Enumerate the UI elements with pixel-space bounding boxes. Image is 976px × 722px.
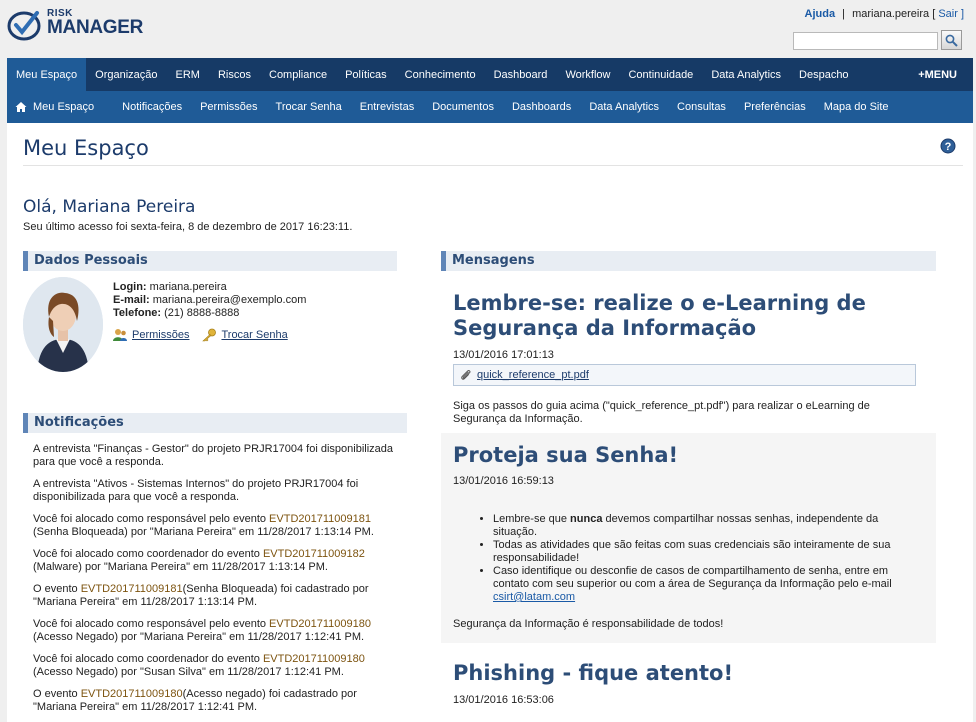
event-link[interactable]: EVTD201711009180 (262, 653, 365, 665)
event-link[interactable]: EVTD201711009181 (269, 513, 371, 525)
username: mariana.pereira (852, 8, 930, 20)
main-content (7, 123, 973, 722)
attachment-link[interactable] (453, 364, 916, 386)
bullet-text: Lembre-se que (493, 513, 571, 525)
bracket-close: ] (960, 8, 964, 20)
notification-item (33, 478, 403, 504)
nav-politicas[interactable]: Políticas (345, 68, 387, 81)
messages-heading: Mensagens (441, 251, 936, 271)
nav-meu-espaco[interactable]: Meu Espaço (7, 58, 86, 91)
bullet-bold: nunca (570, 513, 603, 525)
messages-list (441, 273, 936, 706)
logout-link[interactable]: Sair (938, 8, 958, 20)
search-input[interactable] (793, 32, 938, 50)
greeting: Olá, Mariana Pereira (23, 197, 196, 217)
subnav-dashboards[interactable]: Dashboards (511, 101, 572, 113)
notification-item (33, 618, 403, 644)
notification-text: O evento (33, 583, 81, 595)
attachment-name: quick_reference_pt.pdf (477, 369, 589, 381)
message-item (441, 433, 936, 643)
change-password-link[interactable] (201, 328, 287, 342)
nav-erm[interactable]: ERM (175, 68, 200, 81)
subnav-data-analytics[interactable]: Data Analytics (589, 101, 660, 113)
checkmark-shield-icon (7, 7, 43, 43)
nav-data-analytics[interactable]: Data Analytics (711, 68, 782, 81)
message-item (441, 643, 936, 706)
message-title: Proteja sua Senha! (453, 443, 679, 467)
logo-text-manager: MANAGER (47, 17, 144, 38)
notification-item (33, 653, 403, 679)
permissions-link[interactable] (112, 328, 189, 342)
subnav-permissoes[interactable]: Permissões (200, 101, 258, 113)
notification-item (33, 443, 403, 469)
notification-text: A entrevista "Finanças - Gestor" do projeto PRJR17004 foi disponibilizada para que você a responda. (33, 443, 394, 468)
email-value: mariana.pereira@exemplo.com (152, 294, 307, 306)
message-bullets (493, 513, 924, 604)
personal-links (112, 328, 288, 342)
subnav-notificacoes[interactable]: Notificações (122, 101, 183, 113)
menu-button[interactable]: +MENU (918, 68, 957, 81)
permissions-link-label: Permissões (132, 329, 190, 341)
search-button[interactable] (941, 30, 962, 50)
user-links (805, 8, 964, 20)
paperclip-icon (460, 369, 472, 381)
message-date: 13/01/2016 16:53:06 (453, 694, 554, 706)
subnav-meu-espaco[interactable] (7, 91, 103, 123)
subnav-mapa-do-site[interactable]: Mapa do Site (823, 101, 889, 113)
personal-data-heading: Dados Pessoais (23, 251, 397, 271)
event-link[interactable]: EVTD201711009181 (80, 583, 183, 595)
subnav-consultas[interactable]: Consultas (677, 101, 726, 113)
notification-item (33, 583, 403, 609)
notification-item (33, 513, 403, 539)
bullet-item (493, 565, 924, 604)
logo-text-risk: RISK (47, 8, 73, 19)
nav-workflow[interactable]: Workflow (565, 68, 611, 81)
message-item (441, 273, 936, 423)
last-access-text: Seu último acesso foi sexta-feira, 8 de dezembro de 2017 16:23:11. (23, 221, 353, 233)
phone-value: (21) 8888-8888 (164, 307, 240, 319)
secondary-nav (7, 91, 973, 123)
message-date: 13/01/2016 16:59:13 (453, 475, 554, 487)
event-link[interactable]: EVTD201711009180 (80, 688, 183, 700)
help-icon[interactable] (940, 138, 956, 154)
separator: | (842, 8, 846, 20)
nav-riscos[interactable]: Riscos (217, 68, 251, 81)
login-value: mariana.pereira (149, 281, 227, 293)
nav-continuidade[interactable]: Continuidade (628, 68, 694, 81)
subnav-documentos[interactable]: Documentos (432, 101, 494, 113)
message-date: 13/01/2016 17:01:13 (453, 349, 554, 361)
message-body: Siga os passos do guia acima ("quick_reference_pt.pdf") para realizar o eLearning de Segurança da Informação. (453, 400, 870, 425)
bullet-text: Caso identifique ou desconfie de casos de compartilhamento de senha, entre em contato com seu superior ou com a área de Segurança da Informação pelo e-mail (493, 565, 892, 590)
nav-compliance[interactable]: Compliance (269, 68, 328, 81)
risk-manager-logo[interactable] (7, 3, 147, 43)
message-title: Phishing - fique atento! (453, 661, 734, 685)
header (0, 0, 976, 58)
bracket-open: [ (932, 8, 936, 20)
svg-text:?: ? (944, 141, 952, 153)
nav-organizacao[interactable]: Organização (95, 68, 158, 81)
phone-label: Telefone: (113, 307, 162, 319)
bullet-text: devemos compartilhar nossas senhas, independente da situação. (493, 513, 879, 538)
bullet-item (493, 513, 924, 539)
login-label: Login: (113, 281, 147, 293)
notification-text: Você foi alocado como responsável pelo evento (33, 618, 270, 630)
notification-text: (Acesso Negado) por "Mariana Pereira" em 11/28/2017 1:12:41 PM. (33, 631, 365, 643)
page-title: Meu Espaço (23, 136, 149, 160)
nav-conhecimento[interactable]: Conhecimento (404, 68, 476, 81)
notifications-list (33, 443, 403, 722)
notification-item (33, 688, 403, 714)
event-link[interactable]: EVTD201711009182 (262, 548, 365, 560)
notification-text: A entrevista "Ativos - Sistemas Internos" do projeto PRJR17004 foi disponibilizada para que você a responda. (33, 478, 359, 503)
help-link[interactable]: Ajuda (804, 8, 836, 20)
change-password-link-label: Trocar Senha (221, 329, 288, 341)
home-icon (15, 101, 27, 113)
user-photo (23, 277, 103, 372)
key-icon (201, 328, 217, 342)
search-icon (945, 34, 958, 47)
email-link[interactable]: csirt@latam.com (493, 591, 576, 603)
nav-despacho[interactable]: Despacho (799, 68, 849, 81)
users-icon (112, 328, 128, 342)
bullet-item: • Todas as atividades que são feitas com suas credenciais são inteiramente de sua responsabilidade! (493, 539, 924, 565)
subnav-preferencias[interactable]: Preferências (743, 101, 806, 113)
subnav-meu-espaco-label: Meu Espaço (33, 101, 95, 113)
title-divider (23, 165, 963, 166)
notification-text: (Acesso negado) foi cadastrado por "Mariana Pereira" em 11/28/2017 1:12:41 PM. (33, 688, 357, 713)
event-link[interactable]: EVTD201711009180 (269, 618, 371, 630)
message-footer: Segurança da Informação é responsabilidade de todos! (453, 618, 724, 630)
personal-info (113, 281, 306, 320)
notification-text: Você foi alocado como coordenador do evento (33, 548, 263, 560)
subnav-trocar-senha[interactable]: Trocar Senha (275, 101, 342, 113)
notification-text: O evento (33, 688, 81, 700)
message-title: Lembre-se: realize o e-Learning de Segurança da Informação (453, 291, 866, 340)
notification-item (33, 548, 403, 574)
notification-text: Você foi alocado como coordenador do evento (33, 653, 263, 665)
avatar (23, 277, 103, 372)
subnav-entrevistas[interactable]: Entrevistas (359, 101, 415, 113)
email-label: E-mail: (113, 294, 150, 306)
notification-text: (Malware) por "Mariana Pereira" em 11/28/2017 1:13:14 PM. (33, 561, 328, 573)
notification-text: (Senha Bloqueada) foi cadastrado por "Mariana Pereira" em 11/28/2017 1:13:14 PM. (33, 583, 369, 608)
notification-text: (Acesso Negado) por "Susan Silva" em 11/28/2017 1:12:41 PM. (33, 666, 344, 678)
notification-text: (Senha Bloqueada) por "Mariana Pereira" em 11/28/2017 1:13:14 PM. (33, 526, 374, 538)
notifications-heading: Notificações (23, 413, 407, 433)
primary-nav (7, 58, 973, 91)
nav-dashboard[interactable]: Dashboard (493, 68, 548, 81)
notification-text: Você foi alocado como responsável pelo evento (33, 513, 270, 525)
